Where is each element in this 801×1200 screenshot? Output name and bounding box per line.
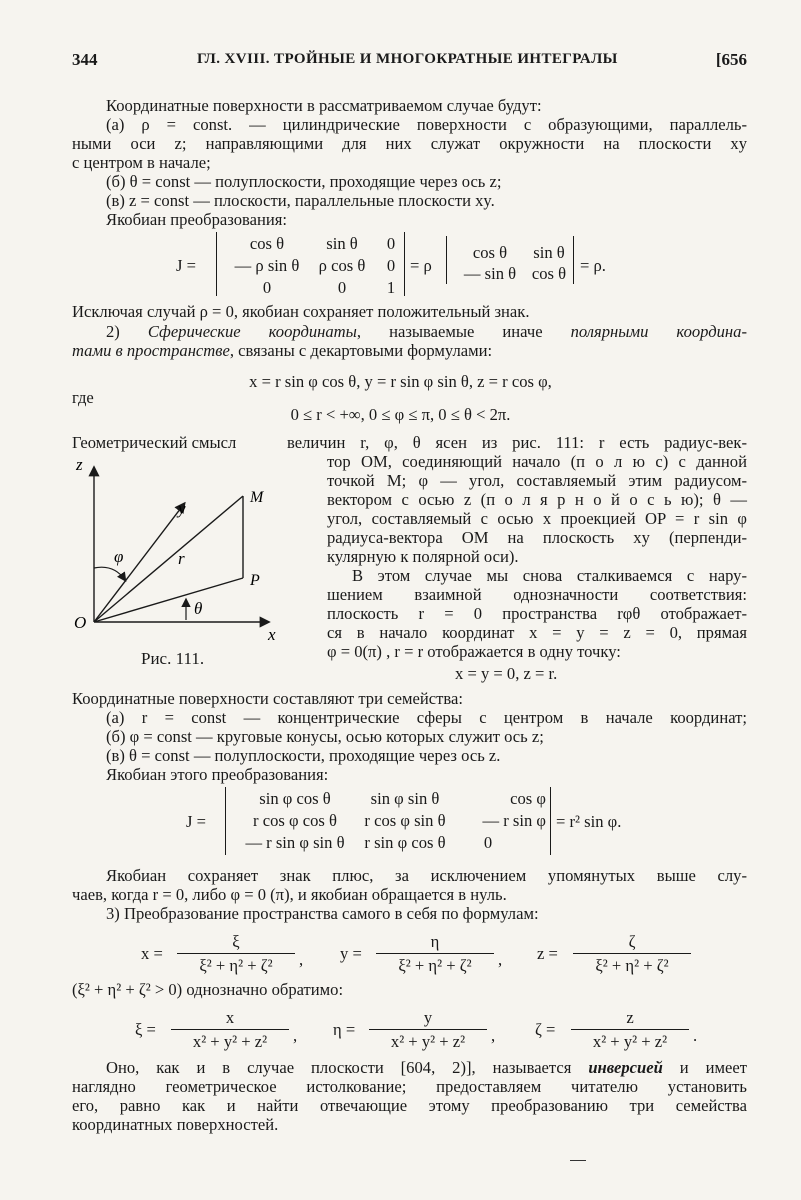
text-line: Оно, как и в случае плоскости [604, 2)], называется инверсией и имеет: [106, 1058, 747, 1077]
figure-caption: Рис. 111.: [141, 649, 205, 668]
text-line: точкой M; φ — угол, составляемый этим радиусом-: [327, 471, 747, 490]
text-line: шением взаимной однозначности соответствия:: [327, 585, 747, 604]
fraction-lhs: ζ =: [535, 1020, 556, 1039]
matrix-cell: — sin θ: [463, 264, 517, 283]
matrix-cell: r sin φ cos θ: [364, 833, 446, 852]
fraction-lhs: ξ =: [135, 1020, 156, 1039]
text-line: (ξ² + η² + ζ² > 0) однозначно обратимо:: [72, 980, 344, 999]
text-line: плоскость r = 0 пространства rφθ отображает-: [327, 604, 747, 623]
fraction-punct: ,: [491, 1026, 496, 1045]
text-line: (б) φ = const — круговые конусы, осью которых служит ось z;: [106, 727, 544, 746]
text-line: чаев, когда r = 0, либо φ = 0 (π), и якобиан обращается в нуль.: [72, 885, 507, 904]
text-line: φ = 0(π) , r = r отображается в одну точку:: [327, 642, 621, 661]
label-O: O: [74, 613, 87, 632]
page-header: [72, 50, 747, 72]
text-line: Координатные поверхности составляют три семейства:: [72, 689, 463, 708]
matrix-cell: ρ cos θ: [318, 256, 366, 275]
fraction-lhs: y =: [340, 944, 362, 963]
text-line: Геометрический смысл: [72, 433, 237, 452]
text-line: ся в начало координат x = y = z = 0, прямая: [327, 623, 747, 642]
matrix-cell: sin θ: [326, 234, 358, 253]
equals-rho: = ρ: [410, 256, 432, 275]
label-M: M: [250, 489, 264, 506]
text-line: 3) Преобразование пространства самого в себя по формулам:: [106, 904, 539, 923]
matrix-cell: 0: [386, 234, 396, 253]
equals-rho-result: = ρ.: [580, 256, 606, 275]
fraction-punct: .: [693, 1026, 698, 1045]
footer-mark: [570, 1160, 586, 1161]
text-line: 2) Сферические координаты, называемые иначе полярными координа-: [106, 322, 747, 341]
fraction-denominator: ξ² + η² + ζ²: [199, 956, 273, 975]
matrix-cell: sin θ: [533, 243, 565, 262]
fraction-numerator: ξ: [232, 932, 240, 951]
fraction-numerator: η: [430, 932, 440, 951]
matrix-cell: sin φ cos θ: [259, 789, 331, 808]
formula-spherical: x = r sin φ cos θ, y = r sin φ sin θ, z = r cos φ,: [249, 372, 552, 391]
matrix-cell: 0: [262, 278, 272, 297]
label-y: y: [178, 499, 186, 518]
figure-111-diagram: [70, 450, 290, 650]
text-line: (а) ρ = const. — цилиндрические поверхности с образующими, параллель-: [106, 115, 747, 134]
text-line: (в) z = const — плоскости, параллельные плоскости xy.: [106, 191, 495, 210]
text-line: ными оси z; направляющими для них служат окружности на плоскости xy: [72, 134, 747, 153]
label-r: r: [178, 549, 185, 568]
text-line: тор OM, соединяющий начало (п о л ю с) с данной: [327, 452, 747, 471]
label-P: P: [250, 572, 260, 589]
fraction-denominator: ξ² + η² + ζ²: [398, 956, 472, 975]
text-line: его, равно как и найти отвечающие этому преобразованию три семейства: [72, 1096, 747, 1115]
label-theta: θ: [194, 599, 203, 618]
fraction-lhs: x =: [141, 944, 163, 963]
phi-arc: [94, 567, 125, 580]
text-line: где: [72, 388, 94, 407]
fraction-numerator: ζ: [628, 932, 636, 951]
fraction-punct: ,: [293, 1026, 298, 1045]
text-line: величин r, φ, θ ясен из рис. 111: r есть радиус-век-: [287, 433, 747, 452]
matrix-cell: cos θ: [531, 264, 567, 283]
text-line: Исключая случай ρ = 0, якобиан сохраняет положительный знак.: [72, 302, 530, 321]
matrix-cell: r cos φ sin θ: [364, 811, 446, 830]
text-line: тами в пространстве, связаны с декартовыми формулами:: [72, 341, 493, 360]
label-x: x: [268, 625, 276, 644]
matrix-cell: 0: [483, 833, 493, 852]
text-line: координатных поверхностей.: [72, 1115, 279, 1134]
matrix-cell: cos θ: [472, 243, 508, 262]
matrix-cell: — r sin φ: [482, 811, 546, 830]
fraction-numerator: z: [626, 1008, 634, 1027]
term-inversion: инверсией: [588, 1058, 663, 1077]
formula-inequalities: 0 ≤ r < +∞, 0 ≤ φ ≤ π, 0 ≤ θ < 2π.: [290, 405, 511, 424]
projection-OP: [94, 578, 243, 622]
matrix-cell: — ρ sin θ: [234, 256, 300, 275]
matrix-cell: r cos φ cos θ: [253, 811, 337, 830]
running-head: ГЛ. XVIII. ТРОЙНЫЕ И МНОГОКРАТНЫЕ ИНТЕГРАЛЫ: [197, 51, 618, 67]
text-line: В этом случае мы снова сталкиваемся с нару-: [352, 566, 747, 585]
fraction-denominator: x² + y² + z²: [592, 1032, 668, 1051]
text-line: Якобиан сохраняет знак плюс, за исключением упомянутых выше слу-: [106, 866, 747, 885]
section-number: [656: [715, 50, 747, 69]
label-z: z: [76, 455, 83, 474]
text-line: Якобиан этого преобразования:: [106, 765, 329, 784]
fraction-denominator: ξ² + η² + ζ²: [595, 956, 669, 975]
term-spherical: Сферические координаты: [147, 322, 357, 341]
jacobian-lhs: J =: [176, 256, 196, 275]
fraction-denominator: x² + y² + z²: [192, 1032, 268, 1051]
fraction-punct: ,: [498, 950, 503, 969]
page-number: 344: [72, 50, 98, 69]
fraction-numerator: y: [423, 1008, 433, 1027]
text-line: (в) θ = const — полуплоскости, проходящие через ось z.: [106, 746, 501, 765]
matrix-cell: 0: [386, 256, 396, 275]
fraction-denominator: x² + y² + z²: [390, 1032, 466, 1051]
fraction-lhs: z =: [537, 944, 558, 963]
fraction-lhs: η =: [333, 1020, 356, 1039]
text-line: (б) θ = const — полуплоскости, проходящие через ось z;: [106, 172, 502, 191]
matrix-cell: cos φ: [510, 789, 546, 808]
text-line: (а) r = const — концентрические сферы с центром в начале координат;: [106, 708, 747, 727]
fraction-numerator: x: [225, 1008, 235, 1027]
matrix-cell: — r sin φ sin θ: [245, 833, 345, 852]
text-line: наглядно геометрическое истолкование; предоставляем читателю установить: [72, 1077, 747, 1096]
text-line: Координатные поверхности в рассматриваемом случае будут:: [106, 96, 542, 115]
label-phi: φ: [114, 547, 124, 566]
text-line: радиуса-вектора OM на плоскость xy (перпенди-: [327, 528, 747, 547]
jacobian-lhs: J =: [186, 812, 206, 831]
fraction-punct: ,: [299, 950, 304, 969]
text-line: вектором с осью z (п о л я р н о й о с ь ю); θ —: [327, 490, 747, 509]
formula-line: x = y = 0, z = r.: [455, 664, 558, 683]
text-line: кулярную к полярной оси).: [327, 547, 519, 566]
text-line: угол, составляемый с осью x проекцией OP = r sin φ: [327, 509, 747, 528]
matrix-cell: cos θ: [249, 234, 285, 253]
text-line: с центром в начале;: [72, 153, 211, 172]
matrix-cell: 1: [386, 278, 396, 297]
matrix-cell: sin φ sin θ: [370, 789, 440, 808]
jacobian-result: = r² sin φ.: [556, 812, 622, 831]
matrix-cell: 0: [337, 278, 347, 297]
y-axis: [94, 504, 184, 622]
text-line: Якобиан преобразования:: [106, 210, 287, 229]
